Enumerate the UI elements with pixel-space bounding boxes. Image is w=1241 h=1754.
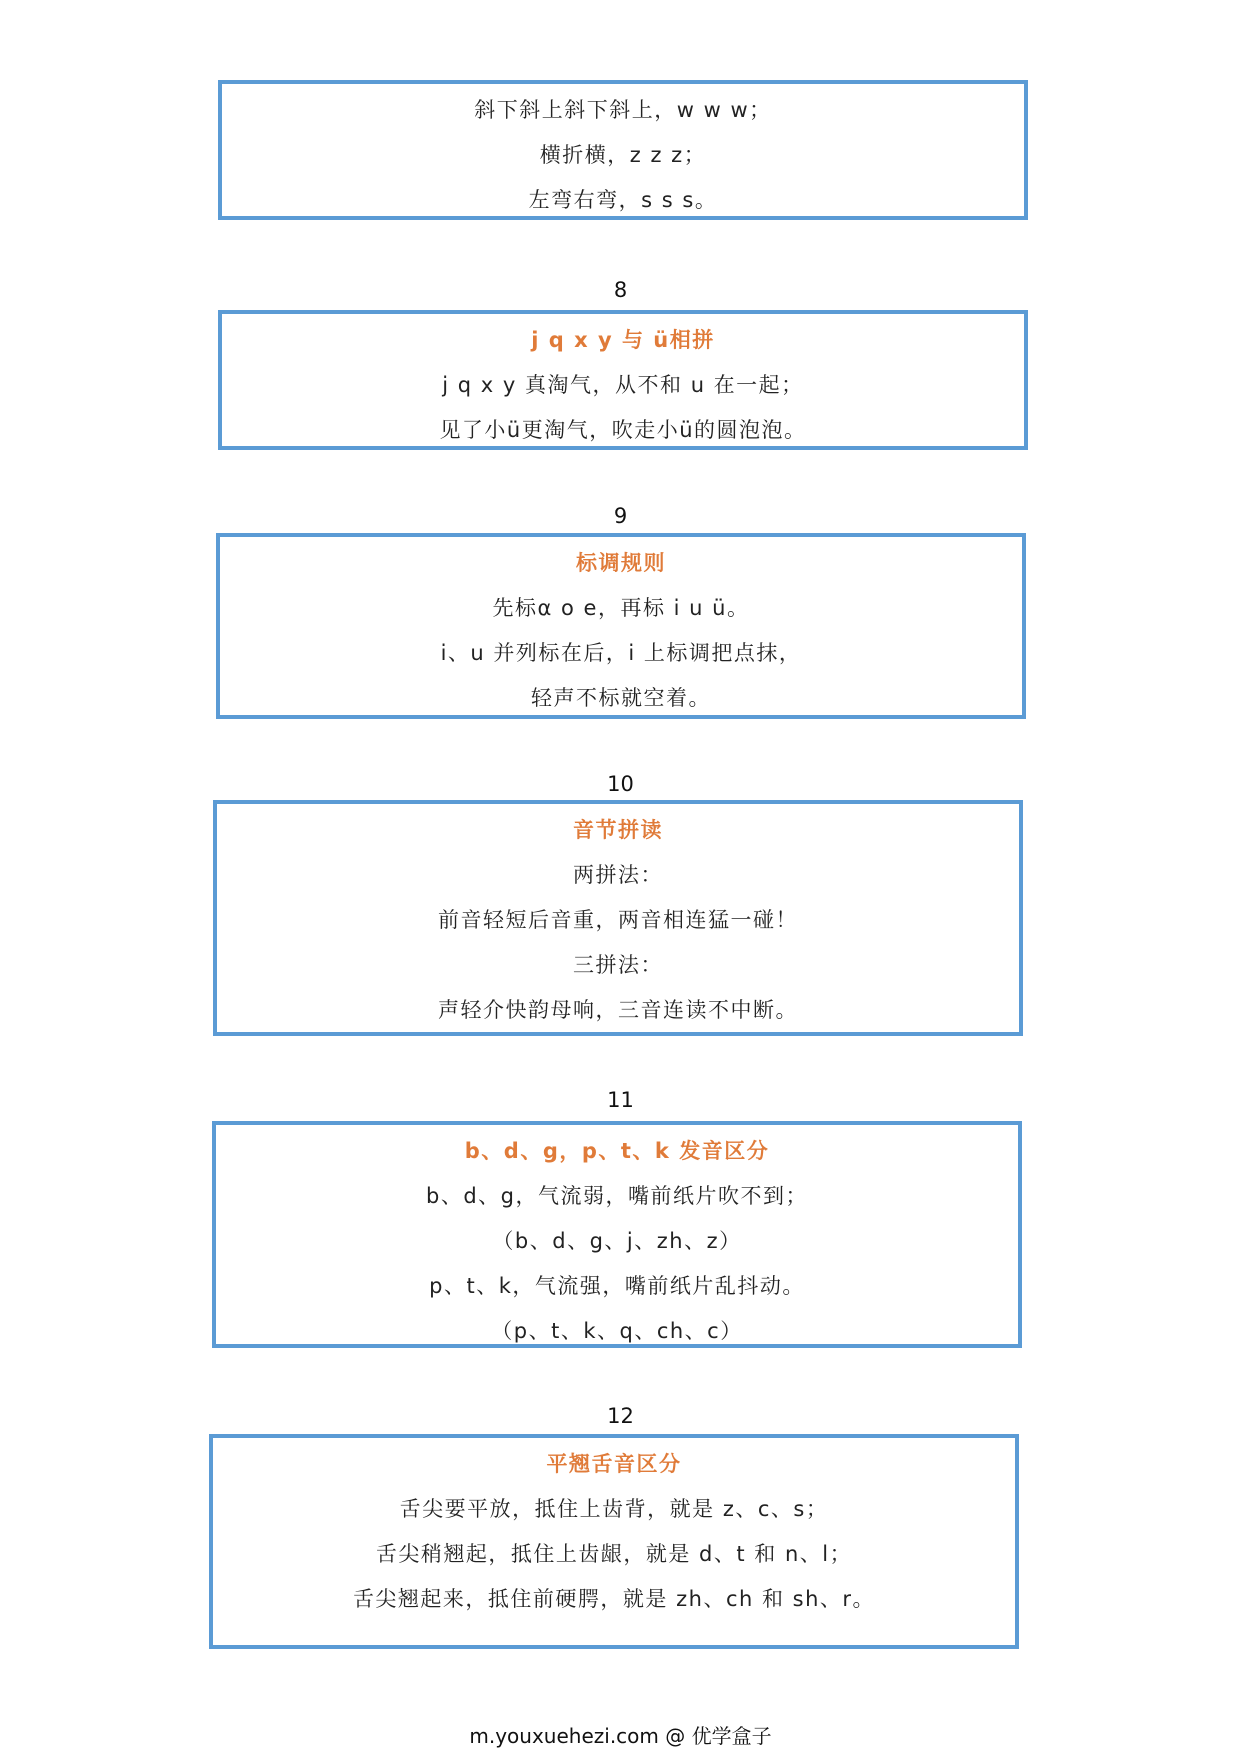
rhyme-line: p、t、k，气流强，嘴前纸片乱抖动。 (429, 1274, 805, 1298)
section-title: 平翘舌音区分 (546, 1452, 682, 1476)
rhyme-line: j q x y 真淘气，从不和 u 在一起； (442, 373, 804, 397)
section-number-11: 11 (607, 1088, 634, 1112)
rhyme-box-10 (213, 800, 1023, 1036)
section-title: 标调规则 (576, 551, 666, 575)
rhyme-line: 先标α o e，再标 i u ü。 (492, 596, 750, 620)
section-number-12: 12 (607, 1404, 634, 1428)
rhyme-line: 见了小ü更淘气，吹走小ü的圆泡泡。 (439, 418, 807, 442)
footer-source: m.youxuehezi.com @ 优学盒子 (469, 1724, 772, 1748)
rhyme-line: 舌尖要平放，抵住上齿背，就是 z、c、s； (399, 1497, 829, 1521)
rhyme-line: （b、d、g、j、zh、z） (492, 1229, 742, 1253)
section-title: j q x y 与 ü相拼 (531, 328, 715, 352)
section-title: 音节拼读 (573, 818, 663, 842)
rhyme-line: 舌尖翘起来，抵住前硬腭，就是 zh、ch 和 sh、r。 (352, 1587, 876, 1611)
section-title: b、d、g，p、t、k 发音区分 (464, 1139, 770, 1163)
section-number-10: 10 (607, 772, 634, 796)
rhyme-box-12 (209, 1434, 1019, 1649)
rhyme-line: i、u 并列标在后，i 上标调把点抹， (440, 641, 802, 665)
rhyme-line: 声轻介快韵母响，三音连读不中断。 (438, 998, 798, 1022)
rhyme-line: 两拼法： (573, 863, 663, 887)
rhyme-line: （p、t、k、q、ch、c） (491, 1319, 743, 1343)
rhyme-line: 左弯右弯，s s s。 (528, 188, 718, 212)
rhyme-line: 前音轻短后音重，两音相连猛一碰！ (438, 908, 798, 932)
rhyme-box-7 (218, 80, 1028, 220)
section-number-8: 8 (613, 278, 628, 302)
rhyme-box-8 (218, 310, 1028, 450)
rhyme-line: 三拼法： (573, 953, 663, 977)
rhyme-line: 横折横，z z z； (539, 143, 707, 167)
rhyme-box-9 (216, 533, 1026, 719)
rhyme-line: 舌尖稍翘起，抵住上齿龈，就是 d、t 和 n、l； (375, 1542, 853, 1566)
rhyme-line: 轻声不标就空着。 (531, 686, 711, 710)
section-number-9: 9 (613, 504, 628, 528)
rhyme-line: 斜下斜上斜下斜上，w w w； (474, 98, 772, 122)
rhyme-line: b、d、g，气流弱，嘴前纸片吹不到； (426, 1184, 808, 1208)
rhyme-box-11 (212, 1121, 1022, 1348)
